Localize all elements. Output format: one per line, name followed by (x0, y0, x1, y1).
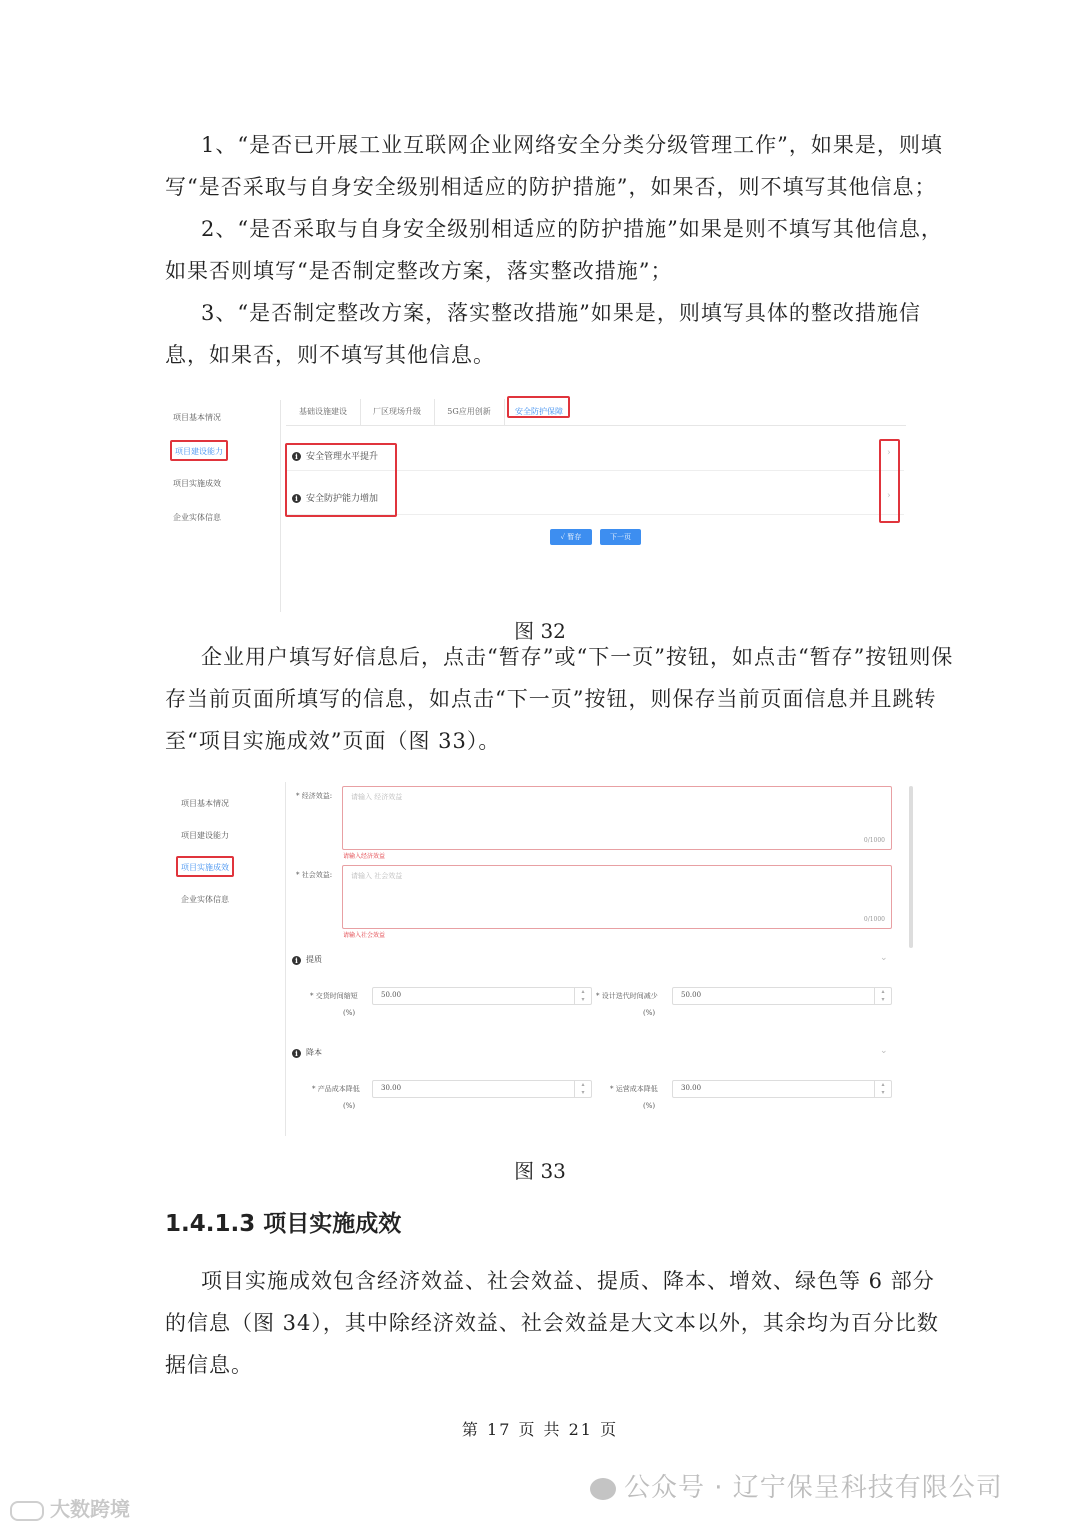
bottom-paragraph (165, 1260, 955, 1386)
field-product-cost-label: * 产品成本降低 (312, 1085, 360, 1093)
section-heading: 1.4.1.3 项目实施成效 (165, 1211, 402, 1237)
field-operation-cost-label: * 运营成本降低 (610, 1085, 658, 1093)
social-label: * 社会效益: (296, 871, 333, 879)
info-icon: i (292, 1049, 301, 1058)
section-quality[interactable] (292, 954, 322, 965)
social-placeholder: 请输入 社会效益 (351, 872, 403, 880)
delivery-time-input[interactable] (372, 987, 592, 1005)
caption-fig32: 图 32 (514, 619, 566, 643)
fig32-sidebar-capability[interactable]: 项目建设能力 (175, 447, 223, 456)
econ-benefit-textarea[interactable] (342, 786, 892, 850)
fig32-highlight-chevrons (879, 439, 900, 523)
paragraph-5: 项目实施成效包含经济效益、社会效益、提质、降本、增效、绿色等 6 部分的信息（图 34），其中除经济效益、社会效益是大文本以外，其余均为百分比数据信息。 (165, 1269, 939, 1377)
watermark-left-text: 大数跨境 (50, 1497, 130, 1521)
info-icon: i (292, 494, 301, 503)
field-delivery-unit: (%) (343, 1009, 356, 1017)
page-footer: 第 17 页 共 21 页 (461, 1420, 619, 1439)
econ-counter: 0/1000 (863, 837, 885, 844)
product-cost-input[interactable] (372, 1080, 592, 1098)
intro-paragraphs (165, 124, 955, 376)
fig33-sidebar-results[interactable]: 项目实施成效 (181, 863, 229, 872)
tab-security[interactable]: 安全防护保障 (515, 407, 563, 416)
chevron-right-icon[interactable]: › (887, 448, 891, 458)
chevron-right-icon[interactable]: › (887, 491, 891, 501)
section-cost[interactable] (292, 1047, 322, 1058)
info-icon: i (292, 956, 301, 965)
caption-fig33: 图 33 (514, 1159, 566, 1183)
watermark-left (10, 1493, 130, 1522)
paragraph-4: 企业用户填写好信息后，点击“暂存”或“下一页”按钮，如点击“暂存”按钮则保存当前页面所填写的信息，如点击“下一页”按钮，则保存当前页面信息并且跳转至“项目实施成效”页面（图 33）。 (165, 645, 954, 753)
save-button[interactable]: ✓ 暂存 (550, 529, 592, 545)
watermark-right (590, 1467, 1003, 1504)
fig32-sidebar-entity[interactable]: 企业实体信息 (173, 513, 221, 522)
fig33-sidebar-basic[interactable]: 项目基本情况 (181, 799, 229, 808)
social-counter: 0/1000 (863, 916, 885, 923)
fig33-scrollbar[interactable] (909, 786, 913, 948)
field-product-cost-unit: (%) (343, 1102, 356, 1110)
section-quality-label: 提质 (306, 955, 322, 964)
fig32-divider (280, 400, 281, 612)
stepper-icon[interactable]: ▴ ▾ (874, 988, 891, 1004)
tab-5g[interactable]: 5G应用创新 (434, 399, 505, 425)
fig32-sidebar-basic[interactable]: 项目基本情况 (173, 413, 221, 422)
econ-error: 请输入经济效益 (343, 853, 386, 860)
brand-logo-icon (10, 1501, 44, 1521)
product-cost-value: 30.00 (381, 1084, 402, 1092)
field-design-label: * 设计迭代时间减少 (596, 992, 658, 1000)
row-label: 安全防护能力增加 (306, 494, 379, 504)
stepper-icon[interactable]: ▴ ▾ (574, 988, 591, 1004)
stepper-icon[interactable]: ▴ ▾ (574, 1081, 591, 1097)
delivery-time-value: 50.00 (381, 991, 402, 999)
stepper-icon[interactable]: ▴ ▾ (874, 1081, 891, 1097)
design-iteration-input[interactable] (672, 987, 892, 1005)
paragraph-1: 1、“是否已开展工业互联网企业网络安全分类分级管理工作”，如果是，则填写“是否采取与自身安全级别相适应的防护措施”，如果否，则不填写其他信息； (165, 133, 943, 199)
chevron-down-icon[interactable]: ⌄ (880, 953, 888, 963)
fig33-sidebar-capability[interactable]: 项目建设能力 (181, 831, 229, 840)
tab-site-upgrade[interactable]: 厂区现场升级 (360, 399, 435, 425)
field-delivery-label: * 交货时间缩短 (310, 992, 358, 1000)
fig32-highlight-rows (285, 443, 397, 517)
next-page-button[interactable]: 下一页 (600, 529, 641, 545)
fig33-highlight-sidebar (176, 856, 234, 877)
econ-placeholder: 请输入 经济效益 (351, 793, 403, 801)
wechat-icon (590, 1478, 616, 1500)
fig33-divider (285, 782, 286, 1136)
fig32-sidebar-results[interactable]: 项目实施成效 (173, 479, 221, 488)
field-design-unit: (%) (643, 1009, 656, 1017)
paragraph-3: 3、“是否制定整改方案，落实整改措施”如果是，则填写具体的整改措施信息，如果否，则不填写其他信息。 (165, 301, 921, 367)
operation-cost-value: 30.00 (681, 1084, 702, 1092)
econ-label: * 经济效益: (296, 792, 333, 800)
watermark-right-text: 公众号 · 辽宁保呈科技有限公司 (624, 1473, 1003, 1503)
middle-paragraph (165, 636, 955, 762)
tab-infrastructure[interactable]: 基础设施建设 (286, 399, 361, 425)
paragraph-2: 2、“是否采取与自身安全级别相适应的防护措施”如果是则不填写其他信息，如果否则填写“是否制定整改方案，落实整改措施”； (165, 217, 943, 283)
social-error: 请输入社会效益 (343, 932, 386, 939)
fig32-highlight-sidebar (170, 440, 228, 461)
chevron-down-icon[interactable]: ⌄ (880, 1046, 888, 1056)
design-iteration-value: 50.00 (681, 991, 702, 999)
operation-cost-input[interactable] (672, 1080, 892, 1098)
social-benefit-textarea[interactable] (342, 865, 892, 929)
fig33-sidebar-entity[interactable]: 企业实体信息 (181, 895, 229, 904)
fig32-highlight-tab (507, 396, 570, 418)
row-label: 安全管理水平提升 (306, 452, 379, 462)
info-icon: i (292, 452, 301, 461)
field-operation-cost-unit: (%) (643, 1102, 656, 1110)
section-cost-label: 降本 (306, 1048, 322, 1057)
